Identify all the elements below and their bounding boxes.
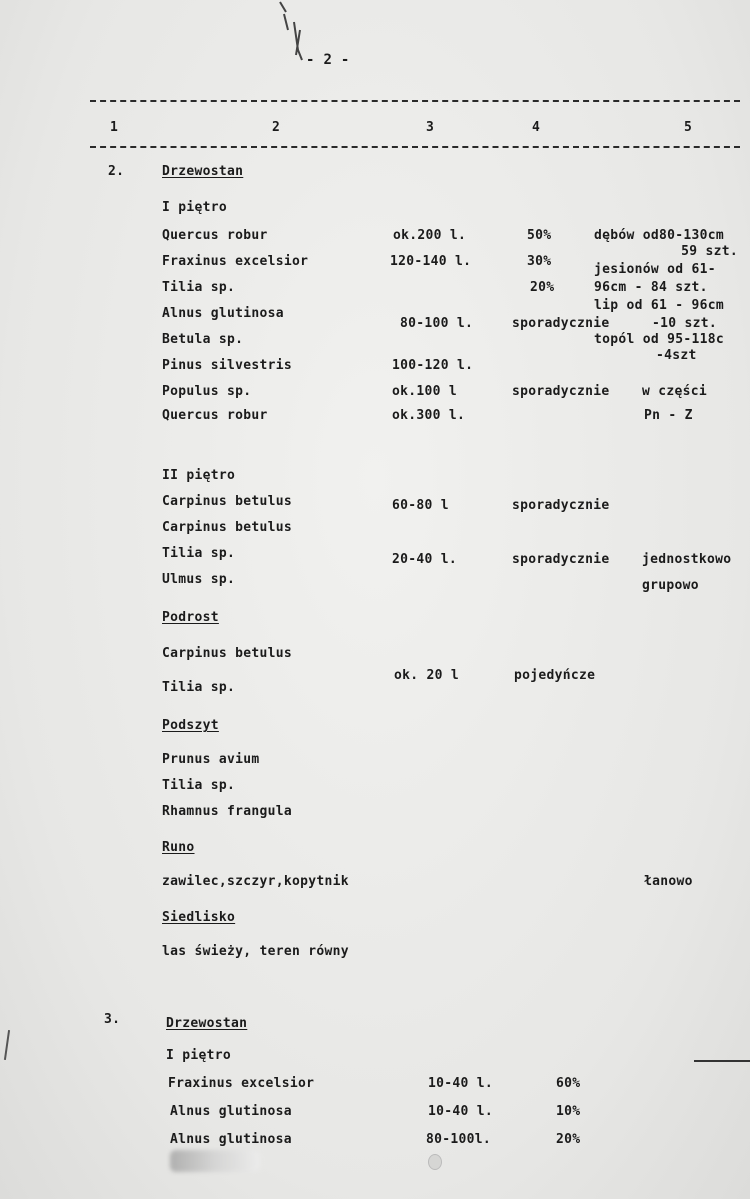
table-row-species: Carpinus betulus xyxy=(162,520,293,535)
table-row-species: Betula sp. xyxy=(162,332,244,347)
podrost-share: pojedyńcze xyxy=(514,668,596,683)
note-continuation: -4szt xyxy=(656,348,697,363)
runo-note: łanowo xyxy=(644,874,693,889)
page-number: - 2 - xyxy=(306,52,350,68)
table-row-age: ok.200 l. xyxy=(393,228,467,243)
list-item: Rhamnus frangula xyxy=(162,804,293,819)
list-item: Carpinus betulus xyxy=(162,646,293,661)
list-item: Tilia sp. xyxy=(162,778,236,793)
margin-line xyxy=(694,1060,750,1062)
siedlisko-text: las świeży, teren równy xyxy=(162,944,349,959)
table-row-share: 20% xyxy=(530,280,555,295)
table-row-note: Pn - Z xyxy=(644,408,693,423)
header-bottom-rule xyxy=(90,146,740,148)
note-continuation: -10 szt. xyxy=(652,316,718,331)
margin-pencil-mark xyxy=(4,1030,10,1060)
bottom-smudge xyxy=(170,1150,260,1172)
bottom-punch-mark xyxy=(428,1154,442,1170)
section-title: Drzewostan xyxy=(162,164,244,179)
table-row-species: Alnus glutinosa xyxy=(162,306,284,321)
section-number: 3. xyxy=(104,1012,121,1027)
floor-label: II piętro xyxy=(162,468,236,483)
list-item: Prunus avium xyxy=(162,752,260,767)
floor-label: I piętro xyxy=(162,200,228,215)
table-row-species: Populus sp. xyxy=(162,384,252,399)
list-item: Tilia sp. xyxy=(162,680,236,695)
column-header-2: 2 xyxy=(272,120,281,135)
table-row-share: 20% xyxy=(556,1132,581,1147)
table-row-species: Quercus robur xyxy=(162,408,268,423)
table-row-note: lip od 61 - 96cm xyxy=(594,298,725,313)
header-top-rule xyxy=(90,100,740,102)
table-row-note: w części xyxy=(642,384,708,399)
table-row-share: sporadycznie xyxy=(512,498,610,513)
table-row-age: ok.300 l. xyxy=(392,408,466,423)
table-row-share: 50% xyxy=(527,228,552,243)
table-row-note: jesionów od 61- xyxy=(594,262,716,277)
note-continuation: topól od 95-118c xyxy=(594,332,725,347)
table-row-share: 30% xyxy=(527,254,552,269)
podrost-age: ok. 20 l xyxy=(394,668,460,683)
column-header-3: 3 xyxy=(426,120,435,135)
table-row-age: 100-120 l. xyxy=(392,358,474,373)
table-row-age: 10-40 l. xyxy=(428,1104,494,1119)
table-row-species: Tilia sp. xyxy=(162,280,236,295)
handwritten-check-mark xyxy=(270,0,310,70)
table-row-share: sporadycznie xyxy=(512,384,610,399)
runo-heading: Runo xyxy=(162,840,195,855)
table-row-species: Carpinus betulus xyxy=(162,494,293,509)
siedlisko-heading: Siedlisko xyxy=(162,910,236,925)
runo-text: zawilec,szczyr,kopytnik xyxy=(162,874,349,889)
column-header-5: 5 xyxy=(684,120,693,135)
table-row-age: 60-80 l xyxy=(392,498,449,513)
table-row-note: 59 szt. xyxy=(681,244,738,259)
table-row-note: jednostkowo xyxy=(642,552,732,567)
table-row-age: 80-100 l. xyxy=(400,316,474,331)
table-row-share: sporadycznie xyxy=(512,316,610,331)
table-row-species: Ulmus sp. xyxy=(162,572,236,587)
table-row-share: 10% xyxy=(556,1104,581,1119)
podrost-heading: Podrost xyxy=(162,610,219,625)
table-row-age: 10-40 l. xyxy=(428,1076,494,1091)
table-row-note: dębów od80-130cm xyxy=(594,228,725,243)
table-row-species: Quercus robur xyxy=(162,228,268,243)
table-row-species: Pinus silvestris xyxy=(162,358,293,373)
table-row-age: ok.100 l xyxy=(392,384,458,399)
table-row-note: grupowo xyxy=(642,578,699,593)
table-row-share: 60% xyxy=(556,1076,581,1091)
table-row-species: Fraxinus excelsior xyxy=(162,254,309,269)
column-header-4: 4 xyxy=(532,120,541,135)
table-row-age: 20-40 l. xyxy=(392,552,458,567)
table-row-species: Fraxinus excelsior xyxy=(168,1076,315,1091)
table-row-share: sporadycznie xyxy=(512,552,610,567)
table-row-species: Alnus glutinosa xyxy=(170,1104,292,1119)
table-row-age: 80-100l. xyxy=(426,1132,492,1147)
table-row-species: Tilia sp. xyxy=(162,546,236,561)
table-row-species: Alnus glutinosa xyxy=(170,1132,292,1147)
section-number: 2. xyxy=(108,164,125,179)
column-header-1: 1 xyxy=(110,120,119,135)
podszyt-heading: Podszyt xyxy=(162,718,219,733)
floor-label: I piętro xyxy=(166,1048,232,1063)
section-title: Drzewostan xyxy=(166,1016,248,1031)
table-row-note: 96cm - 84 szt. xyxy=(594,280,708,295)
table-row-age: 120-140 l. xyxy=(390,254,472,269)
